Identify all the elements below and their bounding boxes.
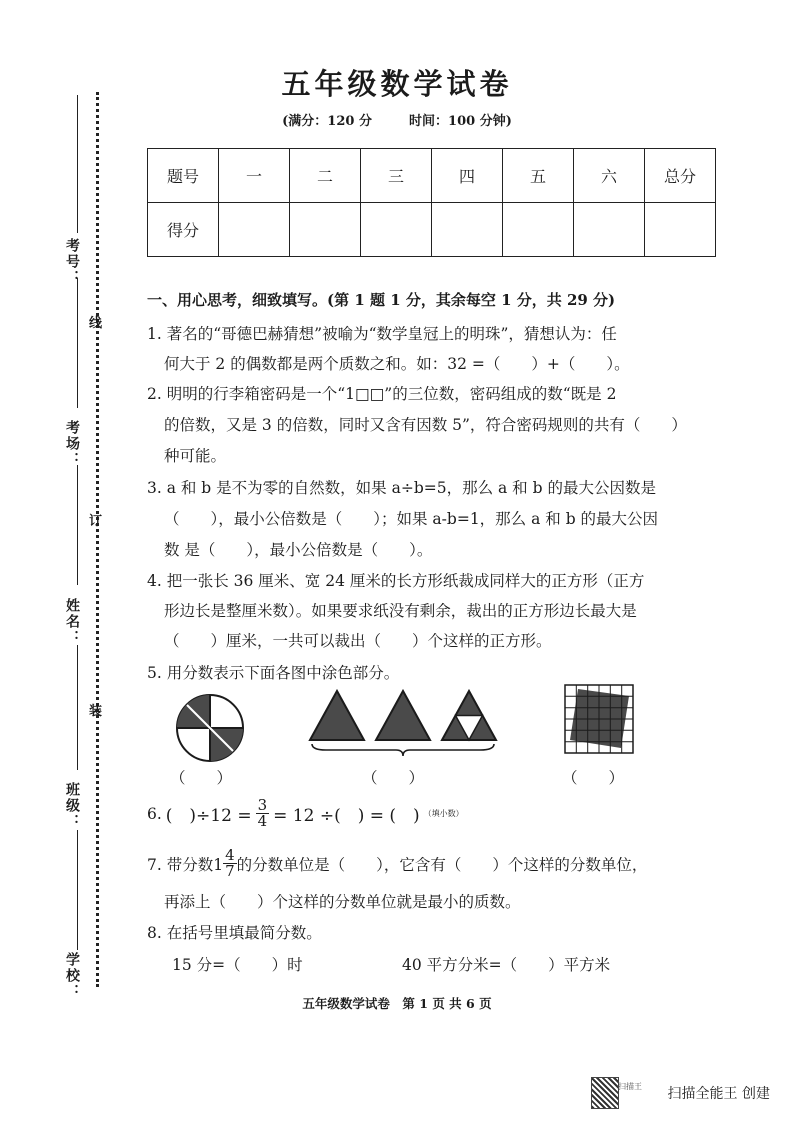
page-title: 五年级数学试卷 <box>281 67 513 101</box>
score-input-cell[interactable] <box>645 203 716 257</box>
q5-answer-blank[interactable]: （ ） <box>170 769 233 787</box>
q1-line2: 何大于 2 的偶数都是两个质数之和。如：32 =（ ）+（ ）。 <box>164 355 630 373</box>
page-subtitle <box>0 110 794 129</box>
q5-line: 5. 用分数表示下面各图中涂色部分。 <box>147 664 400 682</box>
brace <box>312 744 494 756</box>
table-cell: 三 <box>361 149 432 203</box>
table-cell: 六 <box>574 149 645 203</box>
q5-answer-blank[interactable]: （ ） <box>562 769 625 787</box>
triangle-full-shaded <box>376 691 430 740</box>
table-cell: 得分 <box>148 203 219 257</box>
table-cell: 题号 <box>148 149 219 203</box>
q6-part-a: ( )÷12 = <box>165 806 252 826</box>
q6-line <box>147 798 464 829</box>
q6-fraction <box>256 798 270 829</box>
score-input-cell[interactable] <box>290 203 361 257</box>
qr-code-icon <box>591 1077 619 1109</box>
binding-ding: 订 <box>89 514 103 529</box>
table-cell: 四 <box>432 149 503 203</box>
score-input-cell[interactable] <box>219 203 290 257</box>
exam-no-label: 考号： <box>64 238 80 286</box>
score-table-score-row <box>148 203 716 257</box>
q6-prefix: 6. <box>147 804 162 823</box>
q6-note: （填小数） <box>423 809 464 818</box>
score-input-cell[interactable] <box>432 203 503 257</box>
subtitle-time: 时间：100 分钟) <box>409 114 512 129</box>
q8-part-b: 40 平方分米=（ ）平方米 <box>402 956 611 974</box>
scanner-brand: 扫描全能王 创建 <box>667 1086 770 1102</box>
q3-line3: 数 是（ ），最小公倍数是（ ）。 <box>164 541 433 559</box>
table-cell: 总分 <box>645 149 716 203</box>
q4-line1: 4. 把一张长 36 厘米、宽 24 厘米的长方形纸裁成同样大的正方形（正方 <box>147 572 645 590</box>
score-table <box>147 148 716 257</box>
fraction-numerator: 3 <box>257 796 268 814</box>
class-rule <box>77 645 78 770</box>
q2-line1: 2. 明明的行李箱密码是一个“1□□”的三位数，密码组成的数“既是 2 <box>147 385 617 403</box>
name-rule <box>77 465 78 585</box>
exam-room-rule <box>77 278 78 408</box>
score-input-cell[interactable] <box>574 203 645 257</box>
triangle-full-shaded <box>310 691 364 740</box>
q7-line1 <box>147 848 647 879</box>
q7-part-b: 的分数单位是（ ），它含有（ ）个这样的分数单位， <box>236 855 648 874</box>
q4-line2: 形边长是整厘米数）。如果要求纸没有剩余，裁出的正方形边长最大是 <box>164 602 637 620</box>
q5-grid-figure <box>564 684 634 754</box>
q3-line2: （ ），最小公倍数是（ ）；如果 a-b=1，那么 a 和 b 的最大公因 <box>164 510 659 528</box>
school-rule <box>77 830 78 950</box>
q7-part-a: 7. 带分数1 <box>147 855 224 874</box>
q6-part-b: = 12 ÷( ) = ( ) <box>273 806 420 826</box>
page-footer: 五年级数学试卷 第 1 页 共 6 页 <box>302 996 492 1011</box>
q4-line3: （ ）厘米，一共可以裁出（ ）个这样的正方形。 <box>164 632 552 650</box>
q5-triangles-figure <box>306 688 498 758</box>
table-cell: 一 <box>219 149 290 203</box>
q3-line1: 3. a 和 b 是不为零的自然数，如果 a÷b=5，那么 a 和 b 的最大公因数是 <box>147 479 656 497</box>
school-label: 学校： <box>64 952 80 1000</box>
q1-line1: 1. 著名的“哥德巴赫猜想”被喻为“数学皇冠上的明珠”，猜想认为：任 <box>147 325 617 343</box>
subtitle-score: (满分：120 分 <box>282 114 372 129</box>
q5-answer-blank[interactable]: （ ） <box>362 769 425 787</box>
score-table-header-row <box>148 149 716 203</box>
q2-line3: 种可能。 <box>164 447 227 465</box>
q7-fraction <box>223 848 237 879</box>
q5-circle-figure <box>174 692 246 764</box>
table-cell: 二 <box>290 149 361 203</box>
fraction-numerator: 4 <box>225 846 235 864</box>
q7-line2: 再添上（ ）个这样的分数单位就是最小的质数。 <box>164 893 521 911</box>
q2-line2: 的倍数，又是 3 的倍数，同时又含有因数 5”，符合密码规则的共有（ ） <box>164 416 687 434</box>
qr-label: 扫描王 <box>618 1082 642 1091</box>
score-input-cell[interactable] <box>503 203 574 257</box>
q8-line: 8. 在括号里填最简分数。 <box>147 924 322 942</box>
section-heading: 一、用心思考，细致填写。(第 1 题 1 分，其余每空 1 分，共 29 分) <box>147 291 616 309</box>
fraction-denominator: 4 <box>257 812 268 830</box>
fraction-denominator: 7 <box>225 862 235 880</box>
q8-part-a: 15 分=（ ）时 <box>172 956 303 974</box>
binding-xian: 线 <box>89 316 103 331</box>
binding-dotted-line <box>96 92 99 987</box>
name-label: 姓名： <box>64 598 80 646</box>
class-label: 班级： <box>64 782 80 830</box>
exam-room-label: 考场： <box>64 420 80 468</box>
score-input-cell[interactable] <box>361 203 432 257</box>
table-cell: 五 <box>503 149 574 203</box>
binding-zhuang: 装 <box>89 704 103 719</box>
